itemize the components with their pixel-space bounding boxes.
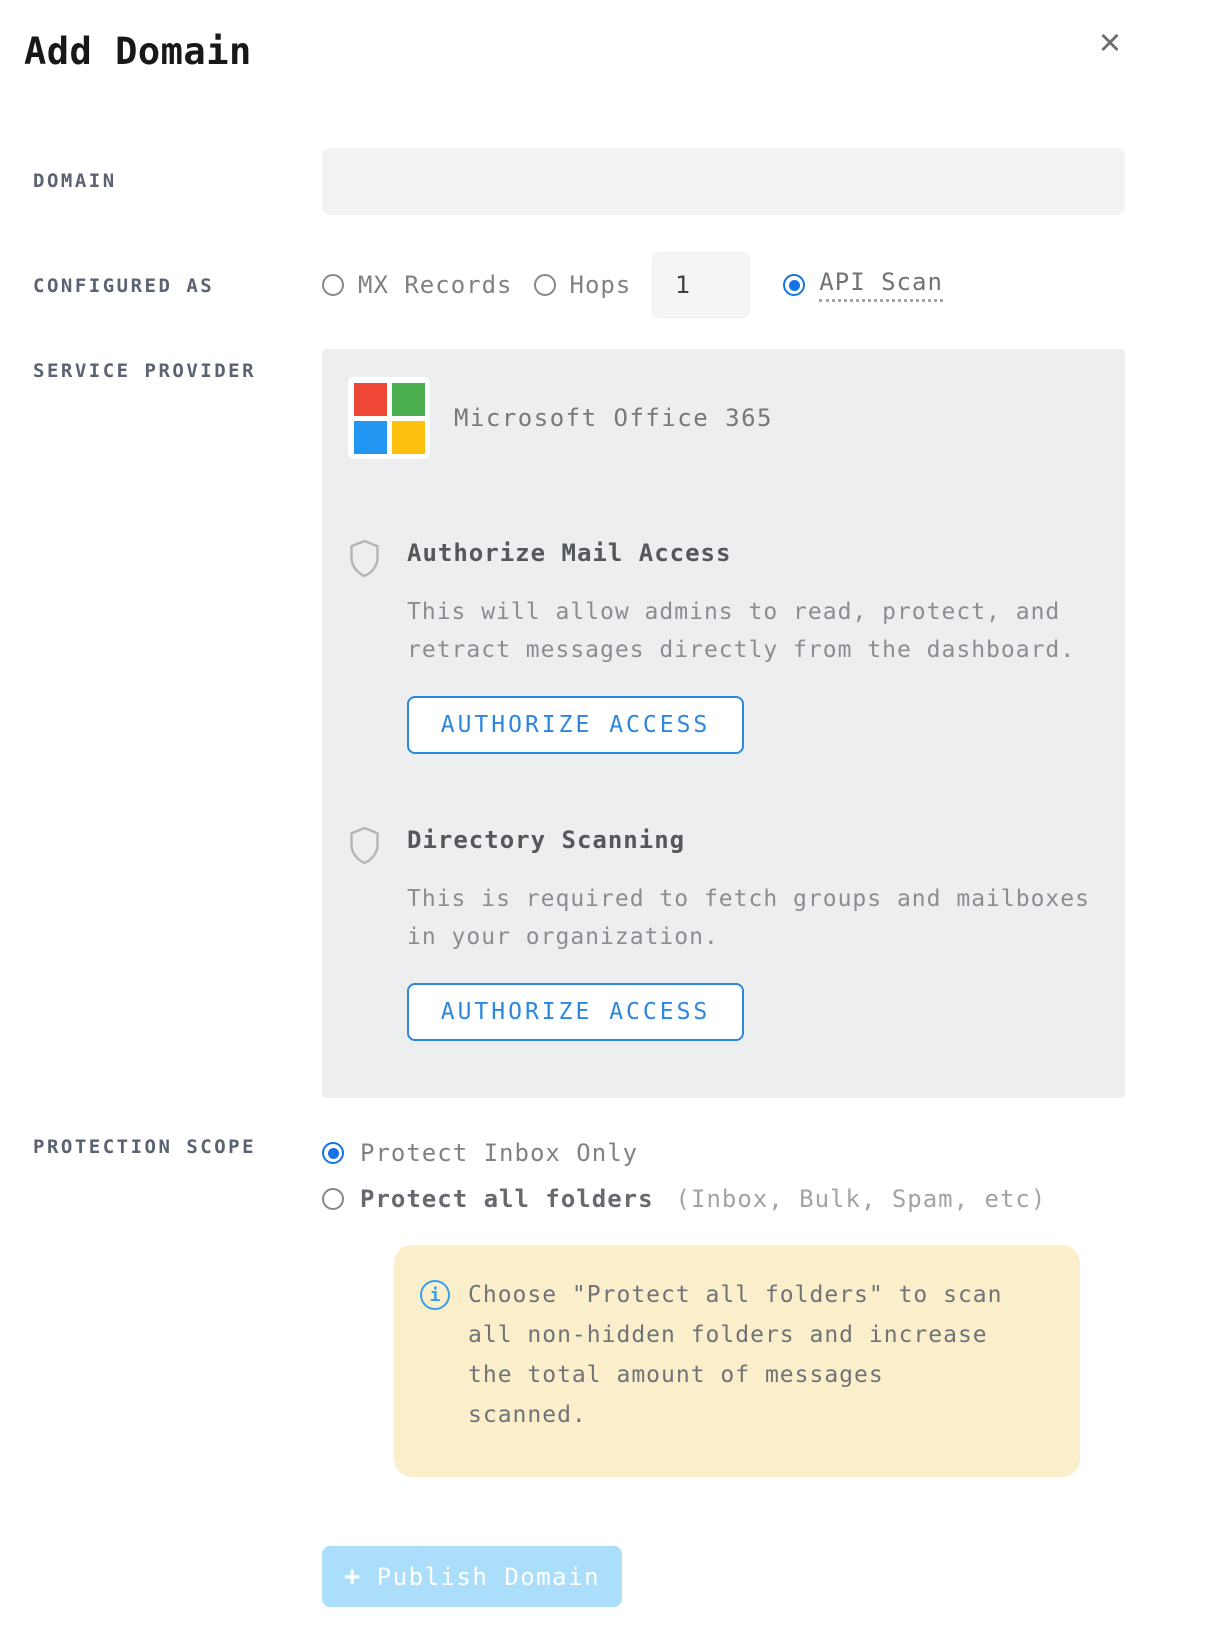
hops-label: Hops <box>569 271 632 299</box>
hops-option[interactable] <box>534 271 632 299</box>
info-icon: i <box>420 1280 450 1310</box>
provider-row <box>348 377 1099 459</box>
section-description: This will allow admins to read, protect, and retract messages directly from the dashboard. <box>407 599 1076 663</box>
protect-inbox-only-label: Protect Inbox Only <box>360 1139 639 1167</box>
domain-input[interactable] <box>322 148 1125 215</box>
authorize-mail-access-section <box>348 537 1099 754</box>
protect-inbox-only-option[interactable] <box>322 1139 638 1167</box>
mx-records-option[interactable] <box>322 271 513 299</box>
configured-as-label: CONFIGURED AS <box>33 275 215 297</box>
directory-scanning-section <box>348 824 1099 1041</box>
protect-all-folders-radio[interactable] <box>322 1188 344 1210</box>
close-icon: ✕ <box>1099 21 1121 62</box>
hops-count-input[interactable] <box>652 252 750 318</box>
protect-inbox-only-radio[interactable] <box>322 1142 344 1164</box>
provider-name: Microsoft Office 365 <box>454 404 773 432</box>
protect-all-folders-hint: (Inbox, Bulk, Spam, etc) <box>675 1185 1047 1213</box>
service-provider-label: SERVICE PROVIDER <box>33 360 257 382</box>
configured-as-options <box>322 252 943 318</box>
api-scan-label: API Scan <box>819 268 943 302</box>
protect-all-folders-option[interactable] <box>322 1185 1046 1213</box>
api-scan-option[interactable] <box>783 268 943 302</box>
plus-icon: + <box>343 1561 362 1592</box>
microsoft-logo-icon <box>348 377 430 459</box>
protection-scope-label: PROTECTION SCOPE <box>33 1136 257 1158</box>
authorize-mail-access-button[interactable]: AUTHORIZE ACCESS <box>407 696 744 754</box>
protection-scope-info-note <box>394 1245 1080 1477</box>
section-title: Directory Scanning <box>407 826 686 854</box>
close-button[interactable] <box>1086 18 1134 66</box>
info-note-text: Choose "Protect all folders" to scan all non-hidden folders and increase the total amount of messages scanned. <box>468 1282 1003 1428</box>
publish-domain-button[interactable] <box>322 1546 622 1607</box>
api-scan-radio[interactable] <box>783 274 805 296</box>
mx-records-label: MX Records <box>358 271 513 299</box>
shield-icon <box>348 826 407 1041</box>
service-provider-panel <box>322 349 1125 1098</box>
shield-icon <box>348 539 407 754</box>
mx-records-radio[interactable] <box>322 274 344 296</box>
protect-all-folders-label: Protect all folders <box>360 1185 654 1213</box>
section-title: Authorize Mail Access <box>407 539 732 567</box>
publish-domain-label: Publish Domain <box>376 1562 601 1591</box>
dialog-title: Add Domain <box>24 30 252 73</box>
domain-label: DOMAIN <box>33 170 117 192</box>
authorize-directory-button[interactable]: AUTHORIZE ACCESS <box>407 983 744 1041</box>
section-description: This is required to fetch groups and mailboxes in your organization. <box>407 886 1090 950</box>
hops-radio[interactable] <box>534 274 556 296</box>
